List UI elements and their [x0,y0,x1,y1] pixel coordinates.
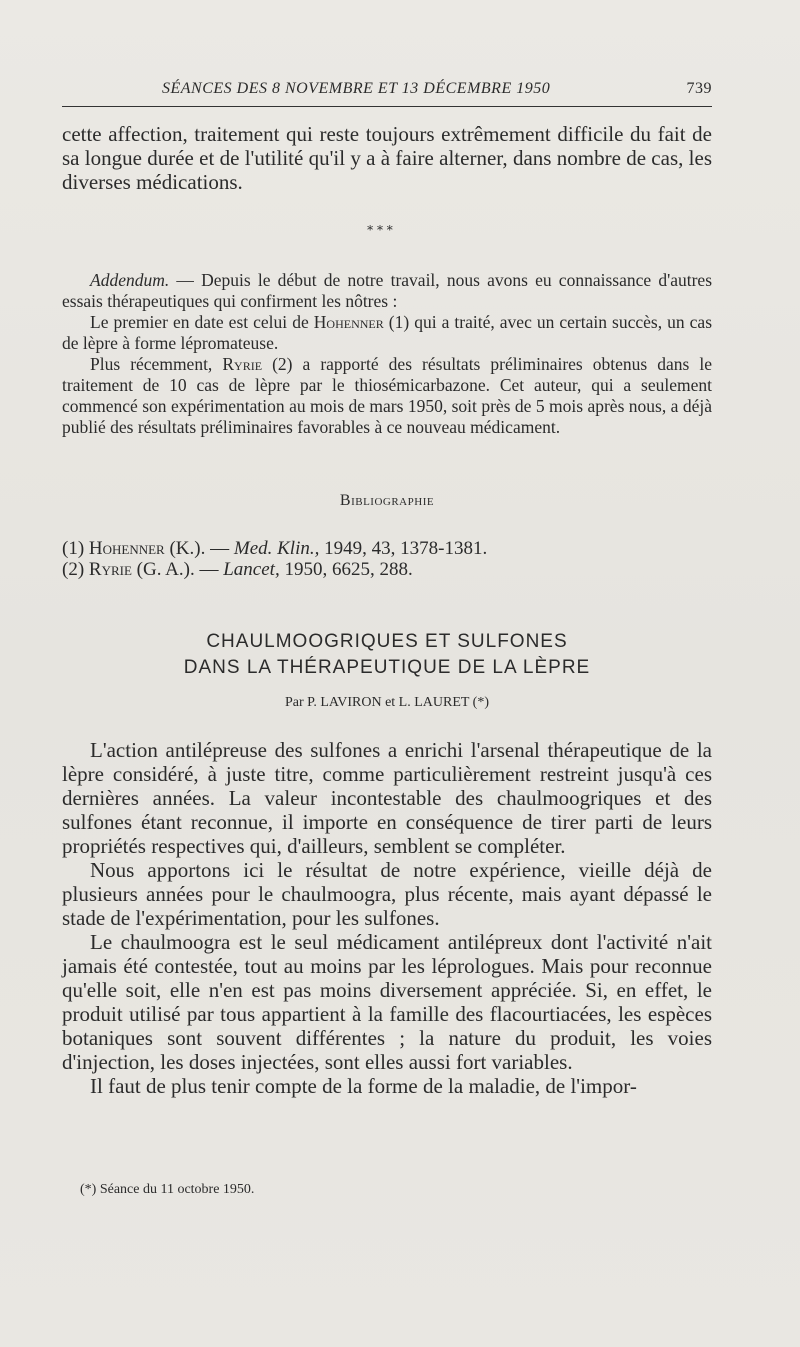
addendum-p2-suffix: (1) qui a traité, avec un certain succès, un cas de lèpre à forme lépromateuse. [62,312,713,353]
header-rule [62,106,712,107]
article-paragraph-4: Il faut de plus tenir compte de la forme de la maladie, de l'impor- [90,1074,637,1098]
running-header [62,76,712,104]
asterism: * * * [367,223,393,237]
author-name-ryrie: Ryrie [222,354,263,374]
article-title [62,629,712,681]
entry-dash: — [210,538,230,559]
article-title-line-1: CHAULMOOGRIQUES ET SULFONES [206,631,568,652]
running-title: SÉANCES DES 8 NOVEMBRE ET 13 DÉCEMBRE 1950 [162,80,551,97]
entry-details: 1949, 43, 1378-1381. [324,538,488,559]
addendum-p1-text: — Depuis le début de notre travail, nous avons eu connaissance d'autres essais thérapeutiques qui confirment les nôtres : [62,270,713,311]
addendum-p3-suffix: (2) a rapporté des résultats préliminaires obtenus dans le traitement de 10 cas de lèpre par le thiosémicarbazone. Cet auteur, qui a seulement commencé son expérimentation au mois de mars 1950, soit près de 5 mois après nous, a déjà publié des résultats préliminaires favorables à ce nouveau médicament. [62,354,713,437]
bibliography-list [62,538,712,580]
addendum-p3-prefix: Plus récemment, [90,354,213,374]
article-byline: Par P. LAVIRON et L. LAURET (*) [284,695,490,710]
entry-journal: Lancet, [223,559,280,580]
addendum-section [62,270,712,438]
article-paragraph-3: Le chaulmoogra est le seul médicament antilépreux dont l'activité n'ait jamais été contestée, tout au moins par les léprologues. Mais pour reconnue qu'elle soit, elle n'en est pas moins diversement appréciée. Si, en effet, le produit utilisé par tous appartient à la famille des flacourtiacées, les espèces botaniques sont souvent différentes ; la nature du produit, les voies d'injection, les doses injectées, sont elles aussi fort variables. [62,930,712,1074]
entry-initials: (K.). [169,538,206,559]
entry-initials: (G. A.). [136,559,195,580]
entry-journal: Med. Klin., [233,538,320,559]
article-body [62,738,712,1098]
footnote: (*) Séance du 11 octobre 1950. [80,1182,255,1197]
entry-number: (2) [62,559,85,580]
entry-author: Hohenner [88,538,165,559]
entry-dash: — [199,559,219,580]
author-name-hohenner: Hohenner [313,312,384,332]
addendum-p2-prefix: Le premier en date est celui de [90,312,309,332]
article-paragraph-1: L'action antilépreuse des sulfones a enrichi l'arsenal thérapeutique de la lèpre considéré, à juste titre, comme particulièrement restreint jusqu'à ces dernières années. La valeur incontestable des chaulmoogriques et des sulfones étant reconnue, il importe en conséquence de tirer parti de leurs propriétés respectives qui, d'ailleurs, semblent se compléter. [62,738,712,858]
bibliography-title: Bibliographie [339,492,435,509]
page-number: 739 [686,80,712,97]
addendum-paragraph-3 [62,354,712,438]
entry-details: 1950, 6625, 288. [284,559,413,580]
entry-author: Ryrie [88,559,132,580]
article-title-line-2: DANS LA THÉRAPEUTIQUE DE LA LÈPRE [183,657,591,678]
entry-number: (1) [62,538,85,559]
article-paragraph-2: Nous apportons ici le résultat de notre expérience, vieille déjà de plusieurs années pour le chaulmoogra, plus récente, mais ayant dépassé le stade de l'expérimentation, pour les sulfones. [62,858,712,930]
continuation-text: cette affection, traitement qui reste toujours extrêmement difficile du fait de sa longue durée et de l'utilité qu'il y a à faire alterner, dans nombre de cas, les diverses médications. [62,122,712,194]
addendum-paragraph-1 [62,270,712,312]
addendum-label: Addendum. [90,270,170,290]
section-separator [360,225,400,236]
continuation-paragraph [62,122,712,194]
bibliography-entry [62,559,712,580]
bibliography-entry [62,538,712,559]
addendum-paragraph-2 [62,312,712,354]
